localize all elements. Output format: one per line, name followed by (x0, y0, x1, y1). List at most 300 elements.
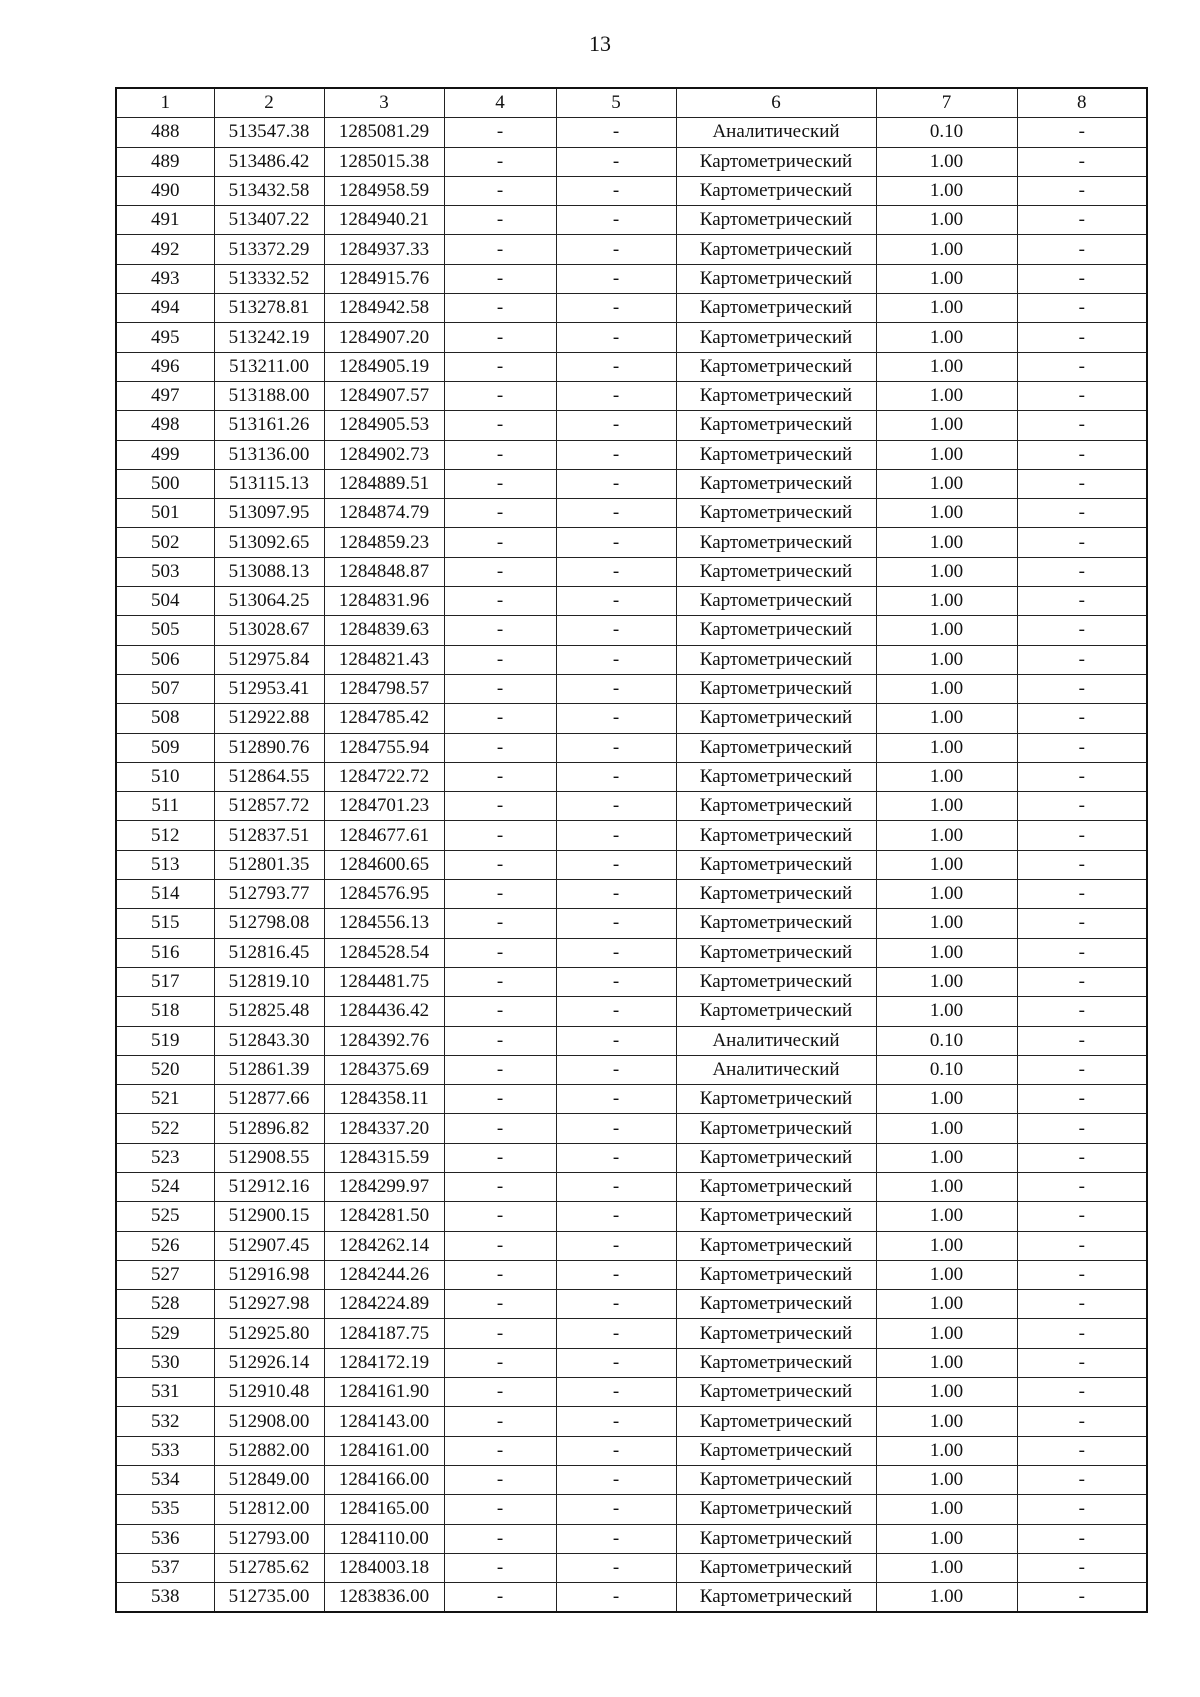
cell-x-coordinate: 512793.77 (214, 880, 324, 909)
cell-col-4: - (444, 1172, 556, 1201)
cell-x-coordinate: 512837.51 (214, 821, 324, 850)
cell-col-8: - (1017, 381, 1147, 410)
cell-y-coordinate: 1284143.00 (324, 1407, 444, 1436)
cell-point-number: 501 (116, 499, 214, 528)
cell-col-5: - (556, 528, 676, 557)
cell-accuracy: 1.00 (876, 1143, 1017, 1172)
cell-accuracy: 1.00 (876, 352, 1017, 381)
cell-col-5: - (556, 1407, 676, 1436)
cell-point-number: 514 (116, 880, 214, 909)
cell-method: Картометрический (676, 997, 876, 1026)
cell-col-8: - (1017, 645, 1147, 674)
cell-col-4: - (444, 1260, 556, 1289)
cell-accuracy: 0.10 (876, 1055, 1017, 1084)
cell-y-coordinate: 1284481.75 (324, 967, 444, 996)
cell-x-coordinate: 512801.35 (214, 850, 324, 879)
column-header-3: 3 (324, 88, 444, 118)
cell-method: Картометрический (676, 645, 876, 674)
cell-point-number: 513 (116, 850, 214, 879)
cell-accuracy: 1.00 (876, 1553, 1017, 1582)
cell-col-4: - (444, 1378, 556, 1407)
cell-col-8: - (1017, 1378, 1147, 1407)
table-row (116, 469, 1147, 498)
table-row (116, 294, 1147, 323)
cell-col-4: - (444, 1143, 556, 1172)
cell-accuracy: 1.00 (876, 938, 1017, 967)
cell-y-coordinate: 1284937.33 (324, 235, 444, 264)
cell-col-8: - (1017, 352, 1147, 381)
cell-col-8: - (1017, 499, 1147, 528)
cell-x-coordinate: 513211.00 (214, 352, 324, 381)
cell-col-4: - (444, 381, 556, 410)
cell-accuracy: 1.00 (876, 557, 1017, 586)
cell-col-4: - (444, 733, 556, 762)
page-number: 13 (589, 31, 611, 56)
cell-point-number: 489 (116, 147, 214, 176)
cell-accuracy: 0.10 (876, 118, 1017, 147)
cell-method: Картометрический (676, 264, 876, 293)
cell-accuracy: 1.00 (876, 587, 1017, 616)
cell-y-coordinate: 1284436.42 (324, 997, 444, 1026)
cell-col-4: - (444, 967, 556, 996)
cell-x-coordinate: 513486.42 (214, 147, 324, 176)
cell-method: Картометрический (676, 821, 876, 850)
cell-y-coordinate: 1283836.00 (324, 1583, 444, 1613)
cell-y-coordinate: 1284859.23 (324, 528, 444, 557)
cell-method: Картометрический (676, 1495, 876, 1524)
cell-method: Картометрический (676, 557, 876, 586)
cell-y-coordinate: 1284224.89 (324, 1290, 444, 1319)
cell-y-coordinate: 1284831.96 (324, 587, 444, 616)
cell-point-number: 498 (116, 411, 214, 440)
cell-col-4: - (444, 997, 556, 1026)
cell-y-coordinate: 1284161.90 (324, 1378, 444, 1407)
cell-method: Картометрический (676, 616, 876, 645)
cell-col-8: - (1017, 1436, 1147, 1465)
cell-col-5: - (556, 1143, 676, 1172)
cell-accuracy: 1.00 (876, 206, 1017, 235)
cell-point-number: 495 (116, 323, 214, 352)
cell-point-number: 505 (116, 616, 214, 645)
cell-point-number: 519 (116, 1026, 214, 1055)
cell-point-number: 488 (116, 118, 214, 147)
cell-col-5: - (556, 1290, 676, 1319)
cell-y-coordinate: 1284187.75 (324, 1319, 444, 1348)
table-row (116, 147, 1147, 176)
cell-col-8: - (1017, 1085, 1147, 1114)
cell-col-8: - (1017, 294, 1147, 323)
cell-point-number: 512 (116, 821, 214, 850)
cell-col-5: - (556, 1319, 676, 1348)
cell-accuracy: 1.00 (876, 909, 1017, 938)
cell-method: Картометрический (676, 1114, 876, 1143)
cell-col-8: - (1017, 1319, 1147, 1348)
cell-col-4: - (444, 235, 556, 264)
table-row (116, 1495, 1147, 1524)
cell-col-8: - (1017, 821, 1147, 850)
table-row (116, 1260, 1147, 1289)
cell-accuracy: 1.00 (876, 967, 1017, 996)
cell-method: Картометрический (676, 206, 876, 235)
cell-col-4: - (444, 118, 556, 147)
cell-y-coordinate: 1284161.00 (324, 1436, 444, 1465)
cell-x-coordinate: 512916.98 (214, 1260, 324, 1289)
cell-method: Картометрический (676, 147, 876, 176)
cell-col-4: - (444, 528, 556, 557)
cell-col-5: - (556, 1495, 676, 1524)
cell-col-4: - (444, 1114, 556, 1143)
cell-point-number: 520 (116, 1055, 214, 1084)
cell-col-5: - (556, 674, 676, 703)
cell-method: Картометрический (676, 1378, 876, 1407)
cell-col-5: - (556, 792, 676, 821)
table-row (116, 762, 1147, 791)
cell-col-5: - (556, 323, 676, 352)
table-header-row (116, 88, 1147, 118)
cell-col-5: - (556, 909, 676, 938)
cell-method: Картометрический (676, 352, 876, 381)
cell-y-coordinate: 1285015.38 (324, 147, 444, 176)
cell-y-coordinate: 1284798.57 (324, 674, 444, 703)
cell-col-8: - (1017, 528, 1147, 557)
table-body (116, 118, 1147, 1613)
cell-point-number: 537 (116, 1553, 214, 1582)
cell-col-4: - (444, 762, 556, 791)
cell-method: Картометрический (676, 792, 876, 821)
table-row (116, 1172, 1147, 1201)
cell-col-4: - (444, 147, 556, 176)
cell-accuracy: 1.00 (876, 264, 1017, 293)
cell-col-4: - (444, 1231, 556, 1260)
table-row (116, 235, 1147, 264)
cell-col-4: - (444, 792, 556, 821)
table-row (116, 645, 1147, 674)
cell-y-coordinate: 1284902.73 (324, 440, 444, 469)
cell-col-8: - (1017, 557, 1147, 586)
cell-x-coordinate: 513088.13 (214, 557, 324, 586)
cell-col-5: - (556, 381, 676, 410)
cell-point-number: 499 (116, 440, 214, 469)
cell-col-8: - (1017, 1348, 1147, 1377)
cell-point-number: 509 (116, 733, 214, 762)
cell-col-8: - (1017, 469, 1147, 498)
cell-accuracy: 1.00 (876, 381, 1017, 410)
cell-col-8: - (1017, 880, 1147, 909)
cell-method: Аналитический (676, 1055, 876, 1084)
cell-col-5: - (556, 411, 676, 440)
cell-col-8: - (1017, 938, 1147, 967)
cell-y-coordinate: 1284839.63 (324, 616, 444, 645)
cell-col-4: - (444, 176, 556, 205)
cell-col-4: - (444, 880, 556, 909)
cell-col-8: - (1017, 118, 1147, 147)
cell-col-5: - (556, 1348, 676, 1377)
cell-x-coordinate: 513028.67 (214, 616, 324, 645)
cell-method: Картометрический (676, 1290, 876, 1319)
cell-y-coordinate: 1285081.29 (324, 118, 444, 147)
cell-y-coordinate: 1284110.00 (324, 1524, 444, 1553)
table-row (116, 967, 1147, 996)
cell-col-5: - (556, 235, 676, 264)
cell-col-5: - (556, 850, 676, 879)
cell-point-number: 497 (116, 381, 214, 410)
cell-y-coordinate: 1284165.00 (324, 1495, 444, 1524)
cell-point-number: 538 (116, 1583, 214, 1613)
cell-accuracy: 1.00 (876, 1436, 1017, 1465)
table-row (116, 1378, 1147, 1407)
table-row (116, 1026, 1147, 1055)
cell-col-5: - (556, 469, 676, 498)
column-header-5: 5 (556, 88, 676, 118)
cell-method: Картометрический (676, 1319, 876, 1348)
table-row (116, 1231, 1147, 1260)
cell-col-5: - (556, 1055, 676, 1084)
cell-x-coordinate: 512927.98 (214, 1290, 324, 1319)
cell-y-coordinate: 1284337.20 (324, 1114, 444, 1143)
cell-x-coordinate: 512907.45 (214, 1231, 324, 1260)
cell-point-number: 533 (116, 1436, 214, 1465)
cell-point-number: 506 (116, 645, 214, 674)
cell-accuracy: 1.00 (876, 880, 1017, 909)
cell-col-8: - (1017, 762, 1147, 791)
cell-accuracy: 1.00 (876, 1260, 1017, 1289)
cell-accuracy: 1.00 (876, 1407, 1017, 1436)
cell-col-5: - (556, 1202, 676, 1231)
table-row (116, 264, 1147, 293)
cell-y-coordinate: 1284375.69 (324, 1055, 444, 1084)
cell-x-coordinate: 513097.95 (214, 499, 324, 528)
cell-point-number: 492 (116, 235, 214, 264)
cell-x-coordinate: 512912.16 (214, 1172, 324, 1201)
table-row (116, 1583, 1147, 1613)
cell-col-8: - (1017, 1290, 1147, 1319)
cell-x-coordinate: 512953.41 (214, 674, 324, 703)
cell-col-8: - (1017, 411, 1147, 440)
table-row (116, 733, 1147, 762)
cell-point-number: 528 (116, 1290, 214, 1319)
cell-x-coordinate: 512882.00 (214, 1436, 324, 1465)
cell-col-5: - (556, 1026, 676, 1055)
column-header-1: 1 (116, 88, 214, 118)
cell-col-5: - (556, 176, 676, 205)
cell-accuracy: 1.00 (876, 440, 1017, 469)
cell-x-coordinate: 512890.76 (214, 733, 324, 762)
cell-col-8: - (1017, 1026, 1147, 1055)
column-header-7: 7 (876, 88, 1017, 118)
cell-col-5: - (556, 440, 676, 469)
table-row (116, 1465, 1147, 1494)
cell-col-4: - (444, 1553, 556, 1582)
table-row (116, 1143, 1147, 1172)
cell-y-coordinate: 1284600.65 (324, 850, 444, 879)
cell-col-5: - (556, 1378, 676, 1407)
cell-x-coordinate: 512908.55 (214, 1143, 324, 1172)
cell-col-8: - (1017, 206, 1147, 235)
cell-col-4: - (444, 264, 556, 293)
cell-col-8: - (1017, 1172, 1147, 1201)
cell-col-5: - (556, 206, 676, 235)
cell-point-number: 535 (116, 1495, 214, 1524)
cell-col-8: - (1017, 587, 1147, 616)
cell-point-number: 524 (116, 1172, 214, 1201)
cell-method: Картометрический (676, 1407, 876, 1436)
cell-x-coordinate: 512825.48 (214, 997, 324, 1026)
cell-accuracy: 1.00 (876, 1202, 1017, 1231)
cell-method: Картометрический (676, 1583, 876, 1613)
cell-y-coordinate: 1284889.51 (324, 469, 444, 498)
table-row (116, 557, 1147, 586)
cell-y-coordinate: 1284701.23 (324, 792, 444, 821)
cell-col-8: - (1017, 1143, 1147, 1172)
cell-col-5: - (556, 587, 676, 616)
cell-method: Картометрический (676, 938, 876, 967)
table-row (116, 528, 1147, 557)
cell-accuracy: 1.00 (876, 616, 1017, 645)
cell-point-number: 518 (116, 997, 214, 1026)
cell-accuracy: 1.00 (876, 1524, 1017, 1553)
cell-method: Картометрический (676, 1465, 876, 1494)
cell-x-coordinate: 513064.25 (214, 587, 324, 616)
cell-col-4: - (444, 557, 556, 586)
cell-x-coordinate: 513136.00 (214, 440, 324, 469)
cell-y-coordinate: 1284940.21 (324, 206, 444, 235)
cell-col-8: - (1017, 1231, 1147, 1260)
cell-x-coordinate: 512798.08 (214, 909, 324, 938)
cell-col-4: - (444, 323, 556, 352)
table-row (116, 1290, 1147, 1319)
cell-col-5: - (556, 967, 676, 996)
table-row (116, 411, 1147, 440)
cell-y-coordinate: 1284166.00 (324, 1465, 444, 1494)
cell-col-5: - (556, 762, 676, 791)
cell-y-coordinate: 1284821.43 (324, 645, 444, 674)
cell-col-5: - (556, 1583, 676, 1613)
cell-col-4: - (444, 1055, 556, 1084)
cell-col-4: - (444, 440, 556, 469)
cell-x-coordinate: 512877.66 (214, 1085, 324, 1114)
cell-y-coordinate: 1284905.53 (324, 411, 444, 440)
cell-col-4: - (444, 1465, 556, 1494)
table-row (116, 440, 1147, 469)
cell-col-5: - (556, 557, 676, 586)
cell-y-coordinate: 1284281.50 (324, 1202, 444, 1231)
cell-accuracy: 1.00 (876, 1465, 1017, 1494)
cell-point-number: 523 (116, 1143, 214, 1172)
cell-accuracy: 1.00 (876, 323, 1017, 352)
cell-col-8: - (1017, 733, 1147, 762)
cell-y-coordinate: 1284172.19 (324, 1348, 444, 1377)
cell-method: Картометрический (676, 294, 876, 323)
cell-point-number: 534 (116, 1465, 214, 1494)
table-row (116, 704, 1147, 733)
cell-col-4: - (444, 1290, 556, 1319)
cell-x-coordinate: 512896.82 (214, 1114, 324, 1143)
cell-y-coordinate: 1284722.72 (324, 762, 444, 791)
cell-accuracy: 1.00 (876, 176, 1017, 205)
cell-point-number: 490 (116, 176, 214, 205)
cell-x-coordinate: 513115.13 (214, 469, 324, 498)
cell-col-5: - (556, 938, 676, 967)
cell-accuracy: 1.00 (876, 1172, 1017, 1201)
cell-col-8: - (1017, 997, 1147, 1026)
cell-col-5: - (556, 499, 676, 528)
table-row (116, 587, 1147, 616)
cell-col-8: - (1017, 323, 1147, 352)
cell-method: Картометрический (676, 850, 876, 879)
cell-col-8: - (1017, 1465, 1147, 1494)
cell-accuracy: 0.10 (876, 1026, 1017, 1055)
cell-method: Картометрический (676, 762, 876, 791)
table-row (116, 1085, 1147, 1114)
cell-accuracy: 1.00 (876, 821, 1017, 850)
cell-method: Картометрический (676, 1172, 876, 1201)
table-row (116, 381, 1147, 410)
cell-x-coordinate: 513242.19 (214, 323, 324, 352)
cell-col-8: - (1017, 264, 1147, 293)
cell-x-coordinate: 513332.52 (214, 264, 324, 293)
cell-col-4: - (444, 850, 556, 879)
cell-col-5: - (556, 1260, 676, 1289)
cell-col-4: - (444, 352, 556, 381)
cell-method: Картометрический (676, 499, 876, 528)
table-row (116, 880, 1147, 909)
cell-x-coordinate: 512925.80 (214, 1319, 324, 1348)
cell-y-coordinate: 1284528.54 (324, 938, 444, 967)
cell-point-number: 510 (116, 762, 214, 791)
cell-method: Картометрический (676, 1231, 876, 1260)
cell-col-4: - (444, 1026, 556, 1055)
cell-col-4: - (444, 645, 556, 674)
cell-point-number: 530 (116, 1348, 214, 1377)
cell-x-coordinate: 513092.65 (214, 528, 324, 557)
cell-x-coordinate: 512793.00 (214, 1524, 324, 1553)
cell-accuracy: 1.00 (876, 1583, 1017, 1613)
cell-col-8: - (1017, 909, 1147, 938)
cell-accuracy: 1.00 (876, 499, 1017, 528)
cell-accuracy: 1.00 (876, 1319, 1017, 1348)
cell-accuracy: 1.00 (876, 645, 1017, 674)
cell-col-5: - (556, 821, 676, 850)
cell-col-8: - (1017, 1055, 1147, 1084)
cell-x-coordinate: 513188.00 (214, 381, 324, 410)
cell-point-number: 531 (116, 1378, 214, 1407)
cell-point-number: 526 (116, 1231, 214, 1260)
cell-col-8: - (1017, 792, 1147, 821)
cell-point-number: 502 (116, 528, 214, 557)
cell-col-5: - (556, 1114, 676, 1143)
cell-x-coordinate: 512900.15 (214, 1202, 324, 1231)
table-row (116, 616, 1147, 645)
cell-col-4: - (444, 1524, 556, 1553)
cell-x-coordinate: 513161.26 (214, 411, 324, 440)
cell-col-5: - (556, 704, 676, 733)
cell-col-4: - (444, 587, 556, 616)
cell-x-coordinate: 512910.48 (214, 1378, 324, 1407)
cell-y-coordinate: 1284003.18 (324, 1553, 444, 1582)
cell-col-5: - (556, 616, 676, 645)
cell-point-number: 536 (116, 1524, 214, 1553)
cell-y-coordinate: 1284299.97 (324, 1172, 444, 1201)
table-row (116, 1348, 1147, 1377)
cell-col-5: - (556, 1231, 676, 1260)
cell-y-coordinate: 1284874.79 (324, 499, 444, 528)
cell-col-8: - (1017, 1495, 1147, 1524)
cell-col-4: - (444, 499, 556, 528)
cell-y-coordinate: 1284677.61 (324, 821, 444, 850)
table-row (116, 499, 1147, 528)
table-row (116, 323, 1147, 352)
table-row (116, 1055, 1147, 1084)
